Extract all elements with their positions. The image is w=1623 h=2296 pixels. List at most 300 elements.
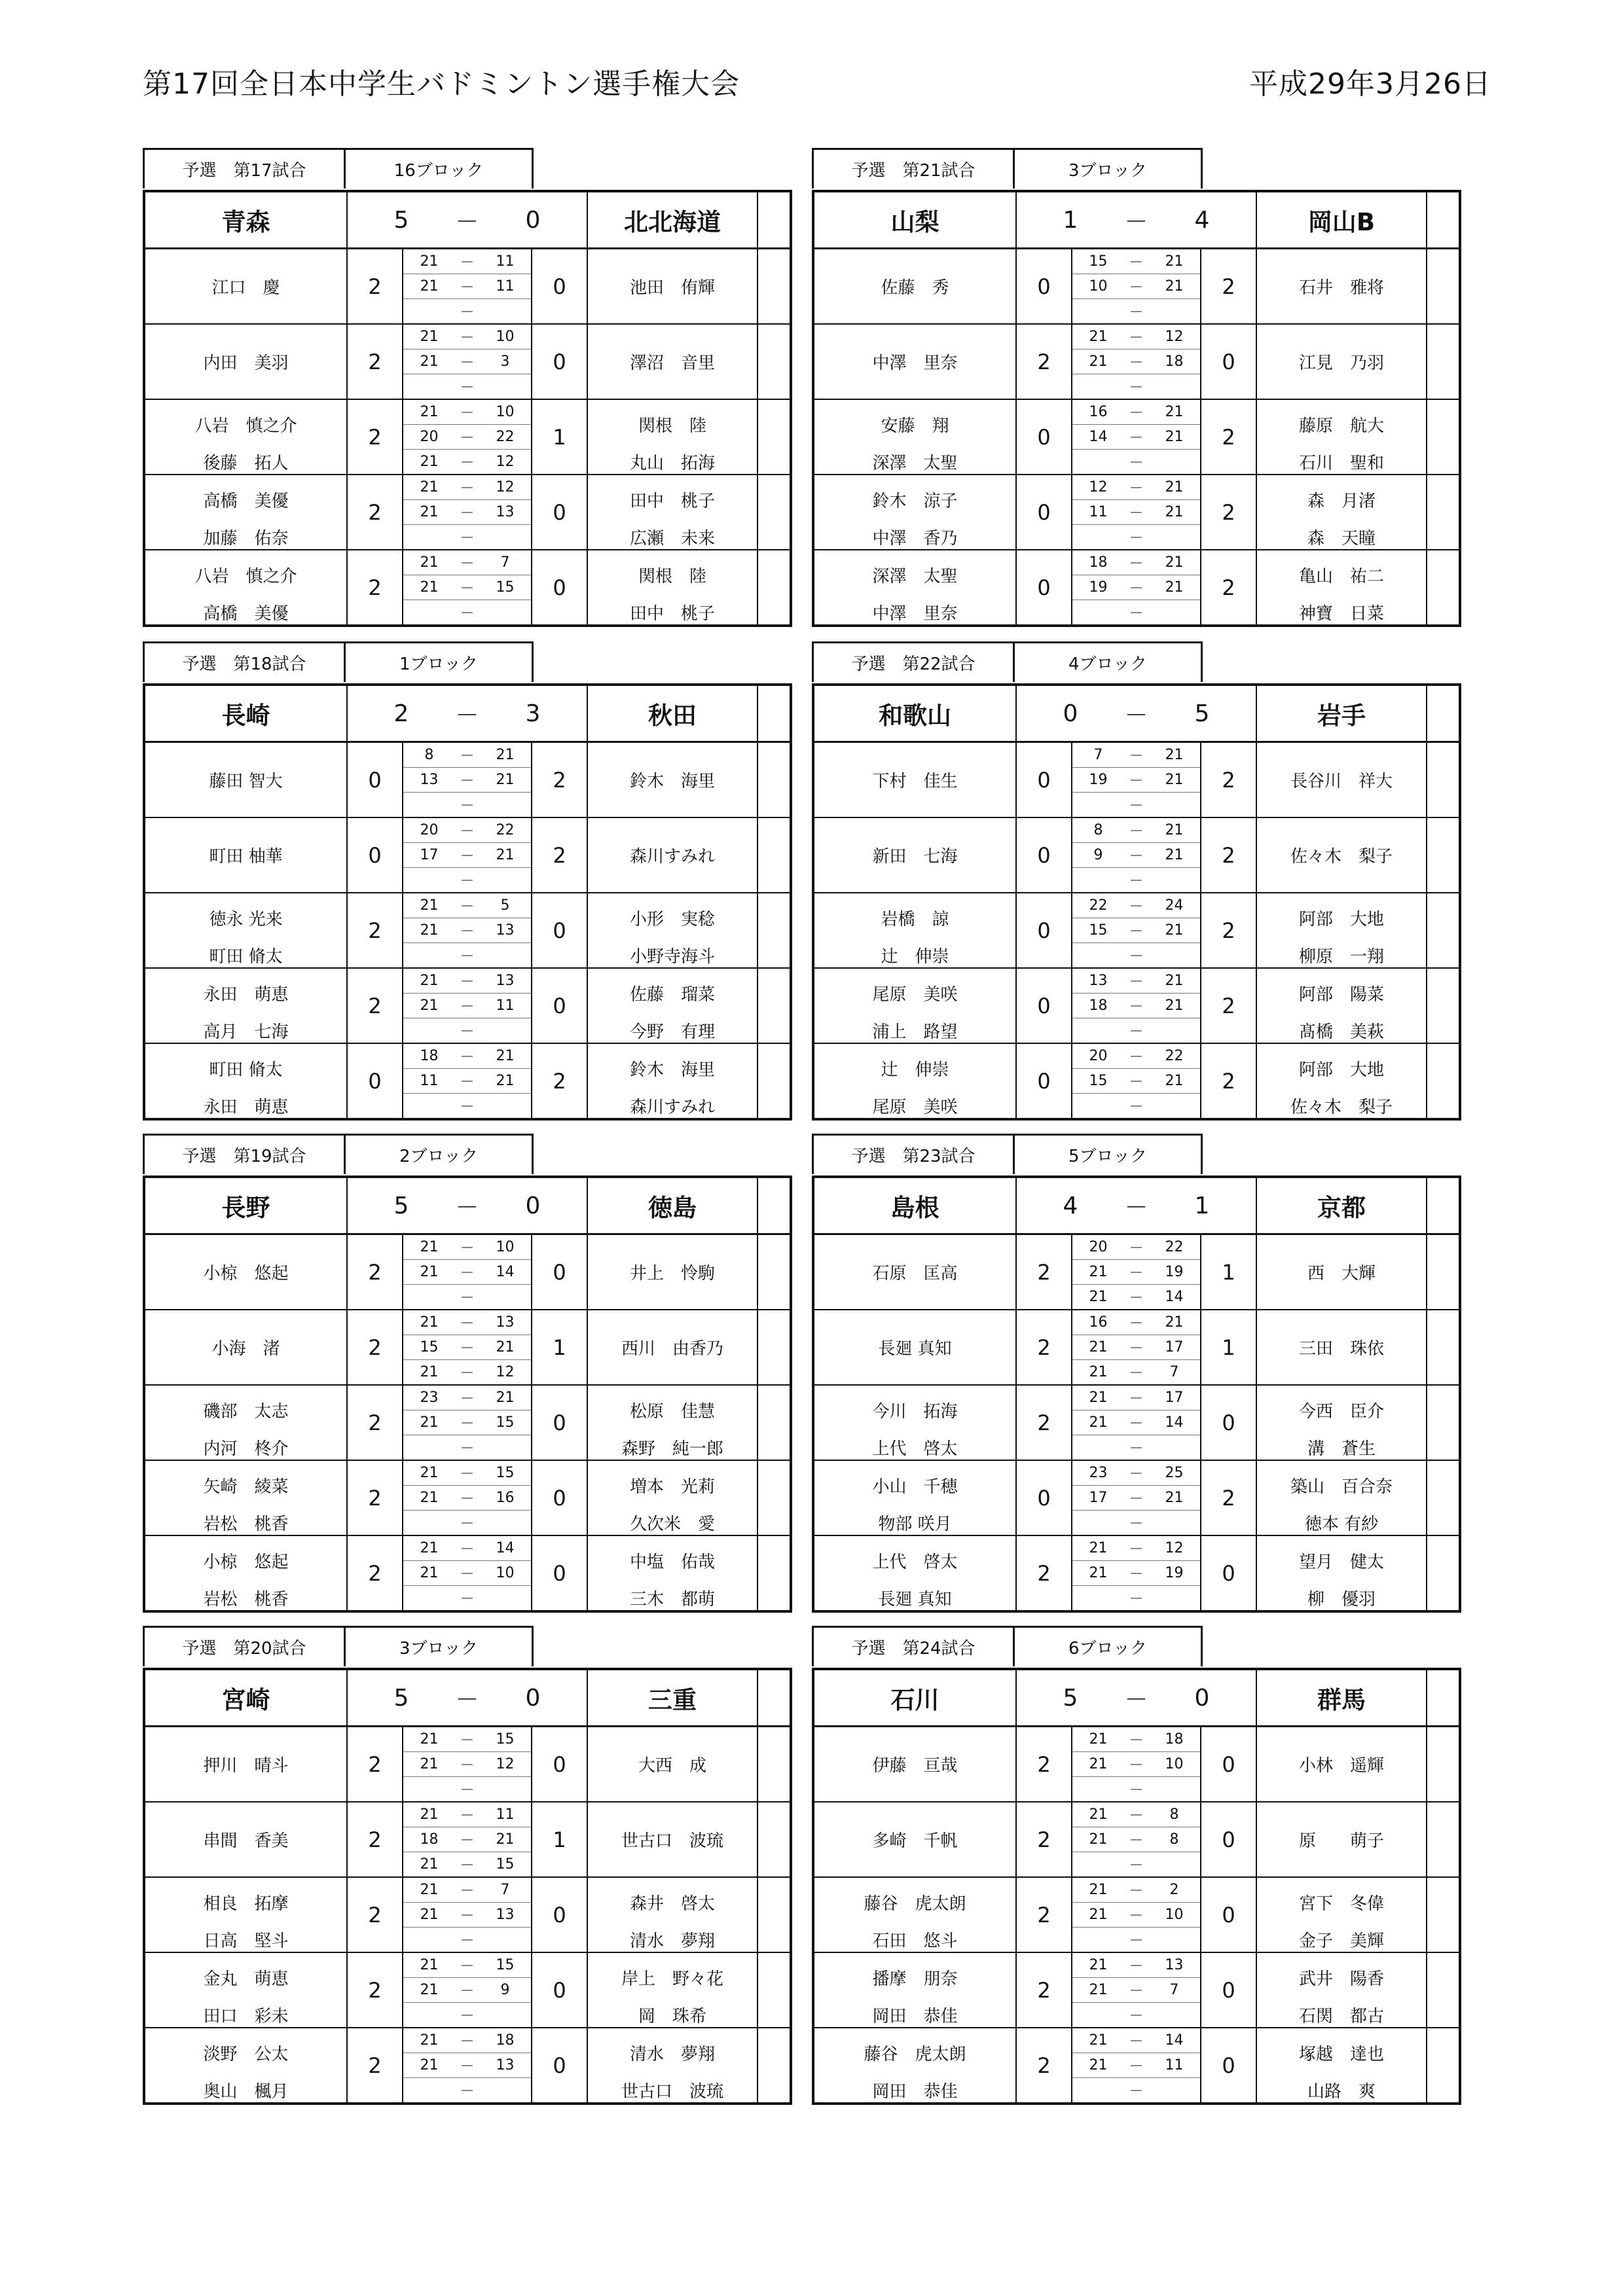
set-score-a: [1072, 1018, 1124, 1044]
set-row: [144, 550, 791, 575]
set-score-a: [403, 793, 455, 818]
set-dash: －: [1124, 550, 1148, 575]
games-won-a: 0: [1016, 1460, 1072, 1535]
set-dash: －: [455, 1752, 479, 1777]
set-score-b: 7: [1148, 1978, 1201, 2003]
set-score-a: [403, 2003, 455, 2028]
match-label: 予選 第22試合: [812, 641, 1015, 682]
set-dash: －: [455, 1310, 479, 1335]
player-b: 世古口 波琉: [587, 2078, 757, 2104]
set-row: [144, 943, 791, 969]
team-header-extra: [1427, 685, 1460, 742]
player-b: 阿部 大地: [1256, 1043, 1427, 1094]
set-row: [813, 399, 1460, 425]
set-score-a: 21: [403, 1234, 455, 1260]
player-b: 松原 佳慧: [587, 1385, 757, 1435]
games-won-b: 0: [1201, 2028, 1256, 2104]
set-row: [144, 1511, 791, 1536]
set-score-b: 11: [479, 249, 532, 274]
set-dash: －: [455, 2078, 479, 2104]
set-score-a: 14: [1072, 425, 1124, 450]
player-b: 宮下 冬偉: [1256, 1877, 1427, 1928]
set-score-a: 21: [403, 1978, 455, 2003]
row-extra: [757, 742, 791, 818]
set-score-b: 7: [479, 550, 532, 575]
row-extra: [1427, 550, 1460, 626]
player-a: 岡田 恭佳: [813, 2003, 1016, 2028]
set-row: [813, 1310, 1460, 1335]
team-b-name: 徳島: [587, 1177, 757, 1234]
row-extra: [1427, 1802, 1460, 1877]
set-row: [144, 1586, 791, 1612]
row-extra: [757, 249, 791, 325]
games-won-b: 0: [532, 2028, 587, 2104]
set-score-b: 18: [1148, 350, 1201, 374]
team-a-name: 山梨: [813, 191, 1016, 249]
set-dash: －: [1124, 1460, 1148, 1486]
set-row: [144, 1877, 791, 1903]
set-dash: －: [1124, 1903, 1148, 1928]
player-a: 永田 萌恵: [144, 1094, 347, 1120]
set-dash: －: [455, 299, 479, 325]
team-b-score: 0: [479, 191, 587, 249]
player-b: 田中 桃子: [587, 600, 757, 626]
set-dash: －: [455, 1978, 479, 2003]
set-row: [144, 2003, 791, 2028]
set-score-a: 21: [1072, 1335, 1124, 1360]
player-b: 亀山 祐二: [1256, 550, 1427, 600]
player-a: 浦上 路望: [813, 1018, 1016, 1044]
match-tabs: [812, 641, 1459, 683]
player-a: 藤谷 虎太朗: [813, 1877, 1016, 1928]
set-score-a: 13: [1072, 968, 1124, 994]
set-score-a: [403, 868, 455, 893]
row-extra: [1427, 817, 1460, 893]
set-score-a: [1072, 1586, 1124, 1612]
set-score-a: 21: [1072, 1260, 1124, 1285]
set-score-a: 21: [403, 350, 455, 374]
games-won-b: 2: [1201, 968, 1256, 1043]
set-score-b: 18: [1148, 1727, 1201, 1752]
player-a: 物部 咲月: [813, 1511, 1016, 1536]
set-dash: －: [455, 918, 479, 943]
player-b: 望月 健太: [1256, 1535, 1427, 1586]
set-dash: －: [1124, 1234, 1148, 1260]
games-won-a: 2: [347, 1385, 403, 1460]
set-dash: －: [455, 868, 479, 893]
match-block: [812, 1626, 1459, 2105]
team-a-name: 長崎: [144, 685, 347, 742]
set-score-b: [479, 1511, 532, 1536]
set-dash: －: [455, 2028, 479, 2053]
set-score-b: 18: [479, 2028, 532, 2053]
set-score-b: [479, 374, 532, 400]
set-score-b: 11: [479, 1802, 532, 1827]
team-header-row: [144, 685, 791, 742]
set-dash: －: [455, 425, 479, 450]
set-score-a: 21: [403, 1752, 455, 1777]
set-dash: －: [1124, 793, 1148, 818]
player-b: 武井 陽香: [1256, 1952, 1427, 2003]
team-header-row: [144, 1177, 791, 1234]
player-a: 多崎 千帆: [813, 1802, 1016, 1877]
set-score-b: [479, 600, 532, 626]
set-score-a: [403, 299, 455, 325]
set-row: [813, 968, 1460, 994]
set-score-a: [1072, 943, 1124, 969]
set-dash: －: [1124, 2053, 1148, 2078]
set-score-a: 21: [403, 2028, 455, 2053]
player-a: 高月 七海: [144, 1018, 347, 1044]
set-score-b: 21: [1148, 1069, 1201, 1094]
player-b: 江見 乃羽: [1256, 324, 1427, 399]
row-extra: [757, 1234, 791, 1310]
set-score-a: 11: [1072, 500, 1124, 525]
set-dash: －: [455, 994, 479, 1018]
player-b: 徳本 有紗: [1256, 1511, 1427, 1536]
row-extra: [1427, 1234, 1460, 1310]
team-b-score: 4: [1148, 191, 1256, 249]
set-score-b: 13: [479, 968, 532, 994]
player-a: 深澤 太聖: [813, 550, 1016, 600]
set-score-a: [1072, 1094, 1124, 1120]
set-dash: －: [1124, 374, 1148, 400]
set-score-a: 16: [1072, 1310, 1124, 1335]
set-dash: －: [1124, 768, 1148, 793]
set-row: [144, 324, 791, 350]
set-score-b: 17: [1148, 1335, 1201, 1360]
row-extra: [1427, 1877, 1460, 1952]
set-score-b: [1148, 299, 1201, 325]
player-a: 藤谷 虎太朗: [813, 2028, 1016, 2078]
player-b: 清水 夢翔: [587, 1928, 757, 1953]
set-row: [144, 817, 791, 843]
team-b-score: 0: [479, 1177, 587, 1234]
set-dash: －: [455, 768, 479, 793]
set-row: [813, 324, 1460, 350]
match-block: [143, 148, 790, 627]
team-header-extra: [757, 1669, 791, 1727]
match-label: 予選 第17試合: [143, 148, 346, 188]
set-score-b: 21: [1148, 399, 1201, 425]
set-dash: －: [455, 793, 479, 818]
set-score-b: 14: [1148, 2028, 1201, 2053]
set-score-b: [1148, 943, 1201, 969]
team-b-name: 秋田: [587, 685, 757, 742]
games-won-b: 0: [1201, 1877, 1256, 1952]
set-score-b: [479, 525, 532, 550]
player-b: 中塩 佑哉: [587, 1535, 757, 1586]
player-a: 深澤 太聖: [813, 450, 1016, 475]
set-row: [813, 742, 1460, 768]
player-a: 小山 千穂: [813, 1460, 1016, 1511]
row-extra: [757, 399, 791, 475]
player-b: 関根 陸: [587, 550, 757, 600]
player-a: 小海 渚: [144, 1310, 347, 1385]
team-b-score: 0: [1148, 1669, 1256, 1727]
set-score-b: 21: [479, 1385, 532, 1410]
set-row: [144, 1094, 791, 1120]
set-row: [144, 2078, 791, 2104]
set-score-a: 21: [403, 399, 455, 425]
set-score-b: [1148, 1852, 1201, 1878]
games-won-b: 2: [532, 742, 587, 818]
games-won-a: 2: [1016, 1952, 1072, 2028]
player-a: 相良 拓摩: [144, 1877, 347, 1928]
set-score-b: 21: [1148, 994, 1201, 1018]
set-dash: －: [1124, 2078, 1148, 2104]
set-score-b: [479, 1928, 532, 1953]
set-score-a: 20: [403, 817, 455, 843]
player-b: 岡 珠希: [587, 2003, 757, 2028]
set-score-a: 21: [1072, 1903, 1124, 1928]
team-header-extra: [757, 1177, 791, 1234]
player-b: 池田 侑輝: [587, 249, 757, 325]
set-score-a: 21: [403, 994, 455, 1018]
set-score-a: 10: [1072, 274, 1124, 299]
set-dash: －: [455, 1018, 479, 1044]
set-dash: －: [455, 1094, 479, 1120]
player-a: 石田 悠斗: [813, 1928, 1016, 1953]
set-score-a: 21: [403, 1802, 455, 1827]
set-score-b: 22: [479, 425, 532, 450]
set-score-a: 21: [1072, 1827, 1124, 1852]
score-dash: －: [1124, 1669, 1148, 1727]
set-dash: －: [1124, 249, 1148, 274]
player-a: 上代 啓太: [813, 1535, 1016, 1586]
set-score-b: 10: [1148, 1752, 1201, 1777]
team-header-row: [813, 191, 1460, 249]
row-extra: [1427, 399, 1460, 475]
set-dash: －: [455, 1460, 479, 1486]
match-label: 予選 第19試合: [143, 1134, 346, 1174]
set-dash: －: [1124, 1435, 1148, 1461]
set-dash: －: [455, 943, 479, 969]
games-won-b: 1: [532, 1310, 587, 1385]
games-won-a: 2: [347, 2028, 403, 2104]
set-score-a: 18: [403, 1827, 455, 1852]
row-extra: [757, 893, 791, 968]
set-score-b: 21: [1148, 817, 1201, 843]
player-b: 神寶 日菜: [1256, 600, 1427, 626]
set-dash: －: [455, 1234, 479, 1260]
player-a: 田口 彩未: [144, 2003, 347, 2028]
set-score-b: 21: [1148, 575, 1201, 600]
player-b: 小野寺海斗: [587, 943, 757, 969]
set-dash: －: [455, 475, 479, 500]
row-extra: [757, 1385, 791, 1460]
set-score-b: [1148, 1586, 1201, 1612]
row-extra: [757, 1727, 791, 1803]
team-a-score: 5: [347, 1177, 455, 1234]
team-a-name: 和歌山: [813, 685, 1016, 742]
player-a: 長廻 真知: [813, 1586, 1016, 1612]
player-b: 小林 遥輝: [1256, 1727, 1427, 1803]
player-a: 長廻 真知: [813, 1310, 1016, 1385]
set-dash: －: [1124, 1335, 1148, 1360]
set-score-b: 14: [479, 1260, 532, 1285]
set-score-b: 13: [479, 2053, 532, 2078]
row-extra: [757, 475, 791, 550]
games-won-a: 0: [1016, 968, 1072, 1043]
set-score-b: 21: [479, 1827, 532, 1852]
set-score-b: [1148, 2003, 1201, 2028]
set-score-a: [1072, 1852, 1124, 1878]
games-won-a: 2: [347, 1535, 403, 1611]
set-dash: －: [455, 525, 479, 550]
set-score-a: 21: [403, 968, 455, 994]
player-b: 金子 美輝: [1256, 1928, 1427, 1953]
set-score-a: 21: [1072, 2053, 1124, 2078]
set-dash: －: [1124, 425, 1148, 450]
player-a: 串間 香美: [144, 1802, 347, 1877]
player-a: 永田 萌恵: [144, 968, 347, 1018]
set-score-b: 21: [1148, 768, 1201, 793]
games-won-a: 2: [1016, 1310, 1072, 1385]
row-extra: [757, 1043, 791, 1119]
set-score-b: 21: [1148, 500, 1201, 525]
team-a-name: 宮崎: [144, 1669, 347, 1727]
set-score-a: [403, 943, 455, 969]
set-score-b: 21: [479, 1335, 532, 1360]
set-score-b: 12: [479, 1360, 532, 1386]
games-won-a: 2: [347, 399, 403, 475]
player-b: 長谷川 祥大: [1256, 742, 1427, 818]
set-row: [144, 1727, 791, 1752]
set-score-a: [1072, 2078, 1124, 2104]
set-score-b: 21: [1148, 742, 1201, 768]
block-label: 4ブロック: [1013, 641, 1203, 682]
row-extra: [757, 1802, 791, 1877]
match-label: 予選 第21試合: [812, 148, 1015, 188]
player-b: 築山 百合奈: [1256, 1460, 1427, 1511]
set-dash: －: [1124, 968, 1148, 994]
set-score-b: [479, 2078, 532, 2104]
player-a: 上代 啓太: [813, 1435, 1016, 1461]
set-dash: －: [1124, 1586, 1148, 1612]
set-dash: －: [455, 1069, 479, 1094]
set-row: [813, 1018, 1460, 1044]
set-score-b: 13: [1148, 1952, 1201, 1978]
player-b: 石井 雅将: [1256, 249, 1427, 325]
set-score-b: 21: [1148, 968, 1201, 994]
set-score-b: 21: [479, 742, 532, 768]
set-score-a: 21: [403, 1410, 455, 1435]
set-row: [144, 399, 791, 425]
row-extra: [757, 968, 791, 1043]
games-won-a: 0: [1016, 742, 1072, 818]
set-row: [813, 249, 1460, 274]
player-a: 今川 拓海: [813, 1385, 1016, 1435]
set-dash: －: [1124, 350, 1148, 374]
set-row: [144, 2028, 791, 2053]
games-won-b: 1: [1201, 1234, 1256, 1310]
player-b: 髙橋 美萩: [1256, 1018, 1427, 1044]
row-extra: [1427, 1535, 1460, 1611]
set-dash: －: [1124, 843, 1148, 868]
set-dash: －: [1124, 1486, 1148, 1511]
games-won-b: 0: [1201, 1952, 1256, 2028]
set-score-b: 17: [1148, 1385, 1201, 1410]
set-dash: －: [1124, 1952, 1148, 1978]
player-b: 三木 都萌: [587, 1586, 757, 1612]
set-dash: －: [455, 1486, 479, 1511]
set-row: [813, 2003, 1460, 2028]
player-b: 溝 蒼生: [1256, 1435, 1427, 1461]
set-dash: －: [455, 500, 479, 525]
set-row: [813, 1460, 1460, 1486]
player-b: 森野 純一郎: [587, 1435, 757, 1461]
set-score-b: 21: [479, 1069, 532, 1094]
player-a: 岩橋 諒: [813, 893, 1016, 943]
games-won-a: 0: [1016, 550, 1072, 626]
match-block: [812, 641, 1459, 1121]
set-score-a: 21: [1072, 1561, 1124, 1586]
set-dash: －: [1124, 1561, 1148, 1586]
set-dash: －: [455, 249, 479, 274]
set-score-b: 22: [1148, 1043, 1201, 1069]
player-a: 八岩 慎之介: [144, 399, 347, 450]
player-a: 高橋 美優: [144, 475, 347, 525]
set-score-a: 21: [1072, 1535, 1124, 1561]
set-dash: －: [455, 1435, 479, 1461]
set-dash: －: [455, 1535, 479, 1561]
games-won-b: 2: [1201, 1460, 1256, 1535]
team-a-score: 5: [347, 191, 455, 249]
match-table: [812, 190, 1461, 627]
set-score-a: 21: [403, 1877, 455, 1903]
player-a: 加藤 佑奈: [144, 525, 347, 550]
player-a: 小椋 悠起: [144, 1234, 347, 1310]
player-b: 石川 聖和: [1256, 450, 1427, 475]
set-dash: －: [455, 350, 479, 374]
set-score-b: [1148, 868, 1201, 893]
score-dash: －: [1124, 1177, 1148, 1234]
set-row: [813, 1435, 1460, 1461]
match-block: [812, 148, 1459, 627]
player-a: 押川 晴斗: [144, 1727, 347, 1803]
set-row: [813, 525, 1460, 550]
set-score-b: 24: [1148, 893, 1201, 918]
player-a: 日高 堅斗: [144, 1928, 347, 1953]
set-score-a: 20: [1072, 1234, 1124, 1260]
set-score-b: [479, 1285, 532, 1310]
match-label: 予選 第24試合: [812, 1626, 1015, 1666]
set-dash: －: [1124, 893, 1148, 918]
set-score-a: 21: [403, 893, 455, 918]
row-extra: [1427, 968, 1460, 1043]
player-b: 関根 陸: [587, 399, 757, 450]
set-score-a: 21: [403, 1561, 455, 1586]
set-dash: －: [1124, 274, 1148, 299]
set-row: [813, 1952, 1460, 1978]
match-table: [812, 1175, 1461, 1613]
games-won-b: 2: [1201, 249, 1256, 325]
set-score-a: 21: [1072, 1727, 1124, 1752]
set-score-b: 15: [479, 1410, 532, 1435]
score-dash: －: [455, 685, 479, 742]
set-dash: －: [1124, 1360, 1148, 1386]
set-score-b: 15: [479, 1852, 532, 1878]
row-extra: [1427, 475, 1460, 550]
row-extra: [757, 1535, 791, 1611]
set-score-b: 12: [479, 1752, 532, 1777]
set-score-a: [403, 374, 455, 400]
set-score-b: 8: [1148, 1827, 1201, 1852]
set-score-a: 15: [1072, 249, 1124, 274]
set-dash: －: [455, 1410, 479, 1435]
set-score-b: 21: [1148, 843, 1201, 868]
